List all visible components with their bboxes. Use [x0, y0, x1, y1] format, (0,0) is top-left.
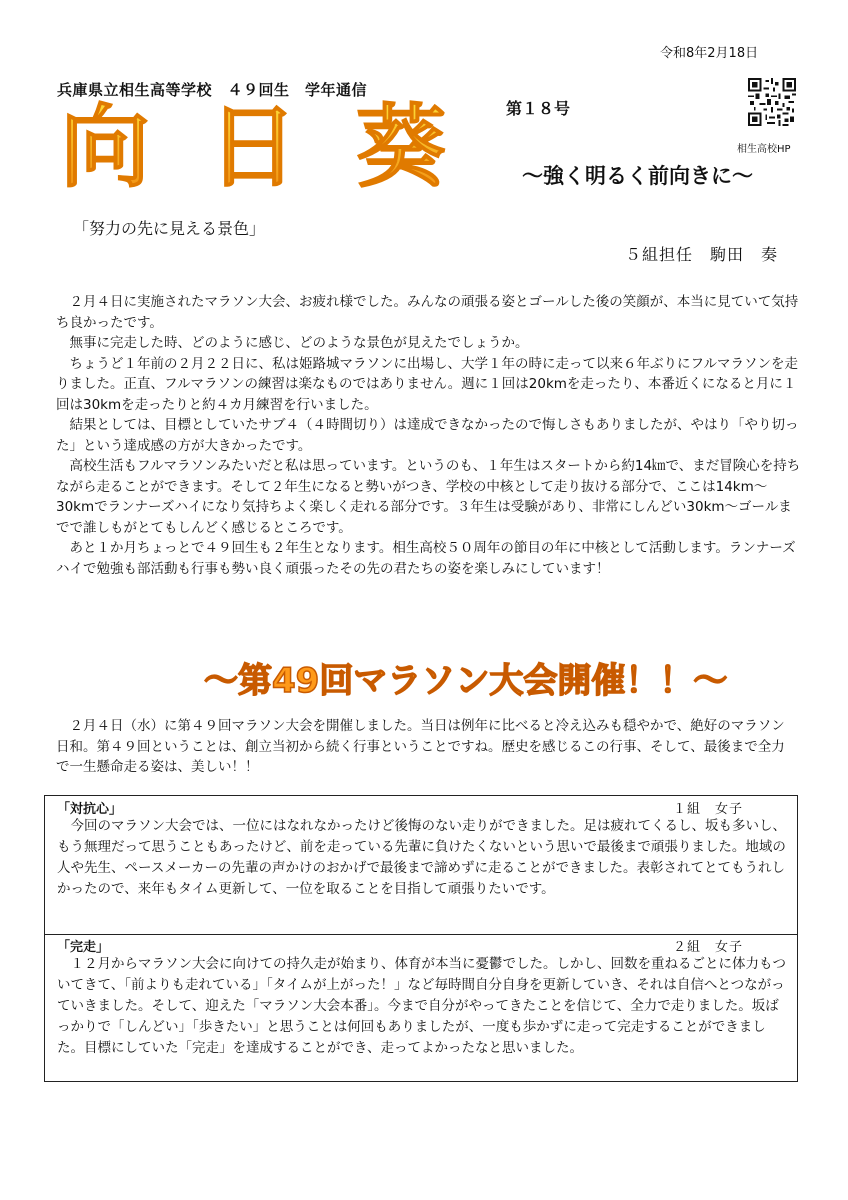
title-text: 向日葵 — [60, 95, 504, 200]
marathon-banner-text: ～第49回マラソン大会開催！！～ — [204, 661, 728, 701]
newsletter-title — [56, 95, 506, 200]
article-author: ５組担任 駒田 奏 — [625, 245, 779, 264]
school-grade-line: 兵庫県立相生高等学校 ４９回生 学年通信 — [57, 81, 368, 99]
marathon-banner — [200, 650, 728, 706]
article-paragraph: あと１か月ちょっとで４９回生も２年生となります。相生高校５０周年の節目の年に中核として活動します。ランナーズハイで勉強も部活動も行事も勢い良く頑張ったその先の君たちの姿を楽しみにしています！ — [56, 540, 796, 577]
article-paragraph: ２月４日に実施されたマラソン大会、お疲れ様でした。みんなの頑張る姿とゴールした後の笑顔が、本当に見ていて気持ち良かったです。 — [56, 294, 799, 331]
article-paragraph: 高校生活もフルマラソンみたいだと私は思っています。というのも、１年生はスタートから約14㎞で、まだ冒険心を持ちながら走ることができます。そして２年生になると勢いがつき、学校の中核として走り抜ける部分で、ここは14km～30kmでランナーズハイになり気持ちよく楽しく走れる部分です。３年生は受験があり、非常にしんどい30km～ゴールまでで誰しもがとてもしんどく感じるところです。 — [56, 458, 801, 536]
issue-number: 第１８号 — [506, 99, 571, 118]
qr-code-label: 相生高校HP — [737, 144, 791, 155]
article-body — [56, 292, 801, 579]
article-paragraph: 無事に完走した時、どのように感じ、どのような景色が見えたでしょうか。 — [69, 335, 529, 351]
qr-code-icon[interactable] — [748, 78, 796, 126]
article-paragraph: 結果としては、目標としていたサブ４（４時間切り）は達成できなかったので悔しさもありましたが、やはり「やり切った」という達成感の方が大きかったです。 — [56, 417, 799, 454]
comment-body: １２月からマラソン大会に向けての持久走が始まり、体育が本当に憂鬱でした。しかし、回数を重ねるごとに体力もついてきて、「前よりも走れている」「タイムが上がった！」など毎時間自分自身を更新していき、それは自信へとつながっていきました。そして、迎えた「マラソン大会本番」。今まで自分がやってきたことを信じて、全力で走りました。坂ばっかりで「しんどい」「歩きたい」と思うことは何回もありましたが、一度も歩かずに走って完走することができました。目標にしていた「完走」を達成することができ、走ってよかったなと思いました。 — [57, 956, 786, 1056]
article-headline: 「努力の先に見える景色」 — [73, 219, 266, 238]
student-comment — [45, 934, 797, 1081]
comment-title: 「対抗心」 — [57, 802, 123, 817]
comment-class: ２組 女子 — [673, 940, 744, 955]
student-comments-box — [44, 795, 798, 1082]
student-comment — [45, 796, 797, 935]
marathon-intro-text: ２月４日（水）に第４９回マラソン大会を開催しました。当日は例年に比べると冷え込みも穏やかで、絶好のマラソン日和。第４９回ということは、創立当初から続く行事ということですね。歴史を感じるこの行事、そして、最後まで全力で一生懸命走る姿は、美しい！！ — [56, 718, 785, 775]
newsletter-subtitle: ～強く明るく前向きに～ — [522, 163, 753, 188]
issue-date: 令和8年2月18日 — [660, 46, 759, 61]
comment-class: １組 女子 — [673, 802, 744, 817]
marathon-intro — [56, 716, 796, 778]
article-paragraph: ちょうど１年前の２月２２日に、私は姫路城マラソンに出場し、大学１年の時に走って以来６年ぶりにフルマラソンを走りました。正直、フルマラソンの練習は楽なものではありません。週に１回は20kmを走ったり、本番近くになると月に１回は30kmを走ったりと約４カ月練習を行いました。 — [56, 355, 798, 413]
comment-body: 今回のマラソン大会では、一位にはなれなかったけど後悔のない走りができました。足は疲れてくるし、坂も多いし、もう無理だって思うこともあったけど、前を走っている先輩に負けたくないという思いで最後まで頑張りました。地域の人や先生、ペースメーカーの先輩の声かけのおかげで最後まで諦めずに走ることができました。表彰されてとてもうれしかったので、来年もタイム更新して、一位を取ることを目指して頑張りたいです。 — [57, 818, 786, 897]
comment-title: 「完走」 — [57, 940, 110, 955]
